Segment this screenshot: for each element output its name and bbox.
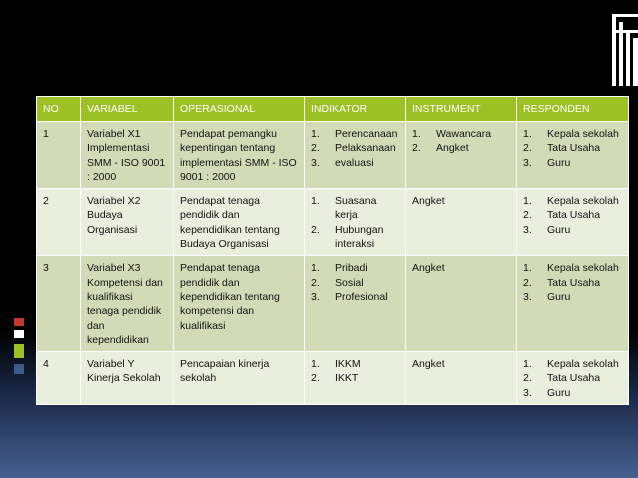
list-item: 3. Profesional: [311, 290, 388, 303]
cell-indikator: [305, 352, 406, 405]
cell-variabel: Variabel X2 Budaya Organisasi: [81, 189, 174, 256]
cell-variabel: Variabel X1 Implementasi SMM - ISO 9001 : 2000: [81, 122, 174, 189]
cell-operasional: Pendapat tenaga pendidik dan kependidikan tentang kompetensi dan kualifikasi: [174, 256, 305, 352]
cell-responden: [517, 256, 629, 352]
decorative-bars-left: [14, 318, 26, 478]
list-item: 3. Guru: [523, 386, 571, 399]
list-item: 1. IKKM: [311, 358, 361, 371]
table-row: [37, 189, 629, 256]
decorative-bars-top-right: [612, 0, 638, 86]
cell-responden: [517, 122, 629, 189]
header-operasional: OPERASIONAL: [174, 97, 305, 122]
header-indikator: INDIKATOR: [305, 97, 406, 122]
cell-no: 4: [37, 352, 81, 405]
list-item: 1. Wawancara: [412, 128, 492, 140]
list-item: 3. evaluasi: [311, 156, 374, 169]
table-row: [37, 122, 629, 189]
cell-instrument: Angket: [406, 189, 517, 256]
list-item: 2. Pelaksanaan: [311, 142, 396, 155]
list-item: 3. Guru: [523, 290, 571, 303]
list-item: 2. Tata Usaha: [523, 142, 601, 155]
cell-responden: [517, 189, 629, 256]
research-variables-table: [36, 96, 629, 405]
list-item: 2. Angket: [412, 142, 469, 155]
list-item: 1. Suasana kerja: [311, 195, 377, 222]
list-item: 1. Kepala sekolah: [523, 195, 619, 208]
cell-operasional: Pendapat pemangku kepentingan tentang implementasi SMM - ISO 9001 : 2000: [174, 122, 305, 189]
cell-instrument: Angket: [406, 256, 517, 352]
list-item: 1. Kepala sekolah: [523, 358, 619, 371]
cell-no: 1: [37, 122, 81, 189]
cell-indikator: [305, 256, 406, 352]
table-header-row: [37, 97, 629, 122]
list-item: 3. Guru: [523, 156, 571, 169]
table-row: [37, 352, 629, 405]
list-item: 3. Guru: [523, 223, 571, 236]
cell-instrument: [406, 122, 517, 189]
header-instrument: INSTRUMENT: [406, 97, 517, 122]
cell-responden: [517, 352, 629, 405]
cell-indikator: [305, 122, 406, 189]
header-responden: RESPONDEN: [517, 97, 629, 122]
cell-operasional: Pencapaian kinerja sekolah: [174, 352, 305, 405]
table-row: [37, 256, 629, 352]
list-item: 1. Perencanaan: [311, 128, 398, 140]
cell-instrument: Angket: [406, 352, 517, 405]
cell-operasional: Pendapat tenaga pendidik dan kependidikan tentang Budaya Organisasi: [174, 189, 305, 256]
list-item: 2. Sosial: [311, 276, 364, 289]
list-item: 2. Hubungan interaksi: [311, 223, 384, 251]
cell-variabel: Variabel Y Kinerja Sekolah: [81, 352, 174, 405]
list-item: 2. Tata Usaha: [523, 372, 601, 385]
list-item: 1. Kepala sekolah: [523, 128, 619, 140]
list-item: 1. Pribadi: [311, 262, 368, 275]
cell-variabel: Variabel X3 Kompetensi dan kualifikasi tenaga pendidik dan kependidikan: [81, 256, 174, 352]
header-no: NO: [37, 97, 81, 122]
list-item: 2. IKKT: [311, 372, 359, 385]
cell-no: 3: [37, 256, 81, 352]
cell-indikator: [305, 189, 406, 256]
list-item: 2. Tata Usaha: [523, 209, 601, 222]
list-item: 1. Kepala sekolah: [523, 262, 619, 275]
cell-no: 2: [37, 189, 81, 256]
list-item: 2. Tata Usaha: [523, 276, 601, 289]
header-variabel: VARIABEL: [81, 97, 174, 122]
